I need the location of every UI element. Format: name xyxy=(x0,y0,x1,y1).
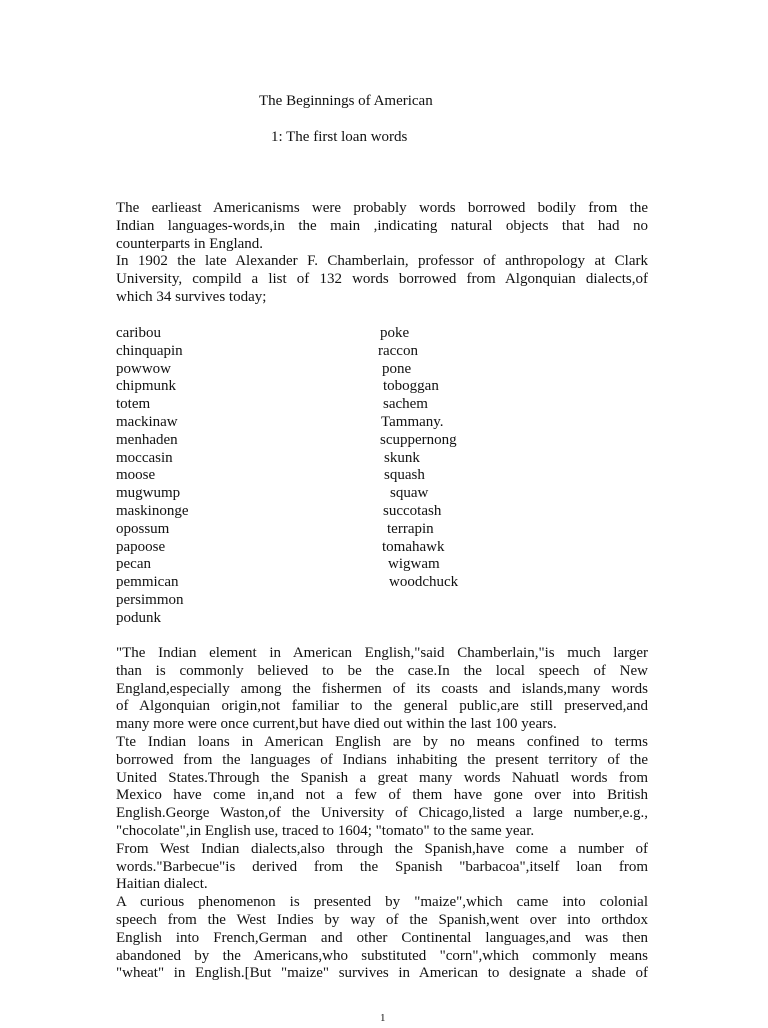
text-line: words."Barbecue"is derived from the Spanish "barbacoa",itself loan from xyxy=(116,858,648,875)
list-item: mackinaw xyxy=(116,413,178,430)
text-line: Haitian dialect. xyxy=(116,876,208,893)
text-line: United States.Through the Spanish a great many words Nahuatl words from xyxy=(116,769,648,786)
text-line: "chocolate",in English use, traced to 1604; "tomato" to the same year. xyxy=(116,822,535,839)
list-item: wigwam xyxy=(388,556,440,573)
list-item: squaw xyxy=(390,485,429,502)
text-line: A curious phenomenon is presented by "maize",which came into colonial xyxy=(116,894,648,911)
text-line: Mexico have come in,and not a few of them have gone over into British xyxy=(116,787,648,804)
list-item: pecan xyxy=(116,556,151,573)
text-line: speech from the West Indies by way of the Spanish,went over into orthdox xyxy=(116,911,648,928)
list-item: succotash xyxy=(383,502,442,519)
page-number: 1 xyxy=(380,1012,386,1024)
list-item: raccon xyxy=(378,342,418,359)
list-item: maskinonge xyxy=(116,502,189,519)
text-line: Indian languages-words,in the main ,indicating natural objects that had no xyxy=(116,217,648,234)
list-item: persimmon xyxy=(116,591,184,608)
list-item: pemmican xyxy=(116,574,179,591)
document-title: The Beginnings of American xyxy=(259,93,433,109)
list-item: poke xyxy=(380,325,410,341)
list-item: scuppernong xyxy=(380,431,457,448)
text-line: English.George Waston,of the University of Chicago,listed a large number,e.g., xyxy=(116,805,648,822)
list-item: moose xyxy=(116,467,156,484)
text-line: counterparts in England. xyxy=(116,235,264,252)
section-heading: 1: The first loan words xyxy=(271,129,408,145)
text-line: which 34 survives today; xyxy=(116,288,267,305)
text-line: abandoned by the Americans,who substituted "corn",which commonly means xyxy=(116,947,648,964)
text-line: of Algonquian origin,not familiar to the general public,are still preserved,and xyxy=(116,698,648,715)
text-line: than is commonly believed to be the case.In the local speech of New xyxy=(116,662,648,679)
list-item: mugwump xyxy=(116,485,181,502)
text-line: England,especially among the fishermen of its coasts and islands,many words xyxy=(116,680,648,697)
list-item: moccasin xyxy=(116,449,173,466)
list-item: powwow xyxy=(116,360,171,377)
list-item: Tammany. xyxy=(381,413,444,430)
text-line: English into French,German and other Continental languages,and was then xyxy=(116,929,648,946)
list-item: papoose xyxy=(116,538,166,555)
list-item: totem xyxy=(116,396,151,413)
list-item: terrapin xyxy=(387,520,434,537)
list-item: chipmunk xyxy=(116,378,176,395)
list-item: opossum xyxy=(116,520,170,537)
list-item: pone xyxy=(382,360,412,377)
list-item: tomahawk xyxy=(382,538,445,555)
list-item: skunk xyxy=(384,449,420,466)
intro-paragraph xyxy=(116,200,648,307)
list-item: woodchuck xyxy=(389,574,459,591)
text-line: "wheat" in English.[But "maize" survives in American to designate a shade of xyxy=(116,965,648,982)
list-item: squash xyxy=(384,467,425,484)
list-item: caribou xyxy=(116,325,161,341)
text-line: "The Indian element in American English,"said Chamberlain,"is much larger xyxy=(116,645,648,661)
list-item: chinquapin xyxy=(116,342,183,359)
text-line: Tte Indian loans in American English are by no means confined to terms xyxy=(116,733,648,750)
list-item: toboggan xyxy=(383,378,439,395)
list-item: menhaden xyxy=(116,431,178,448)
text-line: University, compild a list of 132 words borrowed from Algonquian dialects,of xyxy=(116,271,648,288)
word-list-right xyxy=(0,325,768,592)
text-line: In 1902 the late Alexander F. Chamberlain, professor of anthropology at Clark xyxy=(116,253,648,270)
text-line: From West Indian dialects,also through the Spanish,have come a number of xyxy=(116,840,648,857)
text-line: borrowed from the languages of Indians inhabiting the present territory of the xyxy=(116,751,648,768)
text-line: The earlieast Americanisms were probably words borrowed bodily from the xyxy=(116,200,648,216)
body-paragraph xyxy=(116,645,648,983)
list-item: sachem xyxy=(383,396,428,413)
text-line: many more were once current,but have died out within the last 100 years. xyxy=(116,716,557,733)
list-item: podunk xyxy=(116,609,161,626)
